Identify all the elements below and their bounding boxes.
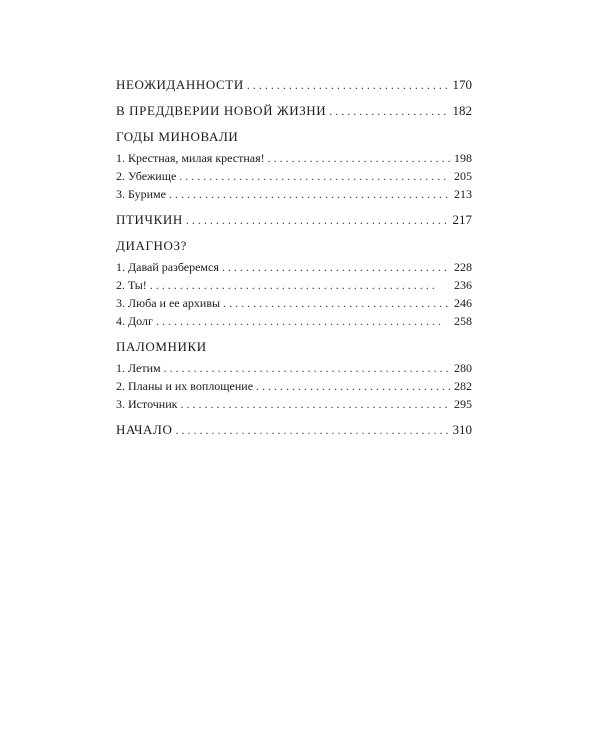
- toc-page-number: 258: [454, 314, 472, 328]
- toc-page-number: 213: [454, 187, 472, 201]
- table-of-contents: [116, 78, 472, 449]
- toc-subentry: [116, 380, 472, 392]
- leader-dots: [164, 362, 450, 374]
- toc-page-number: 295: [454, 397, 472, 411]
- toc-row: [116, 213, 472, 226]
- toc-entry-title: ПТИЧКИН: [116, 212, 183, 227]
- leader-dots: [256, 380, 450, 392]
- toc-row: [116, 104, 472, 117]
- toc-subentry-title: 2. Убежище: [116, 169, 177, 183]
- leader-dots: [175, 424, 448, 436]
- toc-entry: [116, 78, 472, 91]
- toc-entry-title: НЕОЖИДАННОСТИ: [116, 77, 244, 92]
- toc-subentry-title: 2. Планы и их воплощение: [116, 379, 254, 393]
- leader-dots: [180, 398, 450, 410]
- toc-page-number: 182: [452, 103, 472, 118]
- toc-page-number: 246: [454, 296, 472, 310]
- leader-dots: [186, 214, 449, 226]
- leader-dots: [223, 297, 450, 309]
- toc-subentry-title: 3. Люба и ее архивы: [116, 296, 221, 310]
- leader-dots: [222, 261, 450, 273]
- toc-row: [116, 78, 472, 91]
- toc-subentry: [116, 188, 472, 200]
- toc-section: [116, 130, 472, 200]
- toc-subentry: [116, 315, 472, 327]
- toc-page-number: 217: [452, 212, 472, 227]
- toc-subentry: [116, 170, 472, 182]
- toc-subentry-title: 3. Буриме: [116, 187, 166, 201]
- toc-section-items: [116, 261, 472, 327]
- toc-subentry: [116, 261, 472, 273]
- toc-page-number: 228: [454, 260, 472, 274]
- toc-entry-title: В ПРЕДДВЕРИИ НОВОЙ ЖИЗНИ: [116, 103, 327, 118]
- toc-entry: [116, 423, 472, 436]
- toc-page-number: 170: [452, 77, 472, 92]
- leader-dots: [179, 170, 450, 182]
- leader-dots: [156, 315, 450, 327]
- toc-page-number: 236: [454, 278, 472, 292]
- toc-section-items: [116, 362, 472, 410]
- toc-page-number: 198: [454, 151, 472, 165]
- toc-page-number: 205: [454, 169, 472, 183]
- toc-entry: [116, 104, 472, 117]
- toc-subentry-title: 1. Крестная, милая крестная!: [116, 151, 265, 165]
- leader-dots: [169, 188, 450, 200]
- toc-section-heading: ГОДЫ МИНОВАЛИ: [116, 129, 239, 144]
- toc-subentry-title: 1. Летим: [116, 361, 161, 375]
- toc-section: [116, 340, 472, 410]
- leader-dots: [247, 79, 449, 91]
- toc-subentry: [116, 152, 472, 164]
- toc-subentry: [116, 362, 472, 374]
- toc-subentry: [116, 297, 472, 309]
- toc-entry: [116, 213, 472, 226]
- leader-dots: [150, 279, 450, 291]
- toc-entry-title: НАЧАЛО: [116, 422, 173, 437]
- toc-page-number: 310: [452, 422, 472, 437]
- toc-page-number: 282: [454, 379, 472, 393]
- toc-section-items: [116, 152, 472, 200]
- toc-page-number: 280: [454, 361, 472, 375]
- toc-row: [116, 423, 472, 436]
- toc-section: [116, 239, 472, 327]
- leader-dots: [268, 152, 450, 164]
- toc-subentry-title: 3. Источник: [116, 397, 178, 411]
- toc-subentry-title: 4. Долг: [116, 314, 153, 328]
- toc-section-heading: ДИАГНОЗ?: [116, 238, 188, 253]
- toc-section-heading: ПАЛОМНИКИ: [116, 339, 207, 354]
- leader-dots: [329, 105, 448, 117]
- toc-subentry-title: 2. Ты!: [116, 278, 147, 292]
- toc-subentry-title: 1. Давай разберемся: [116, 260, 219, 274]
- toc-subentry: [116, 398, 472, 410]
- toc-subentry: [116, 279, 472, 291]
